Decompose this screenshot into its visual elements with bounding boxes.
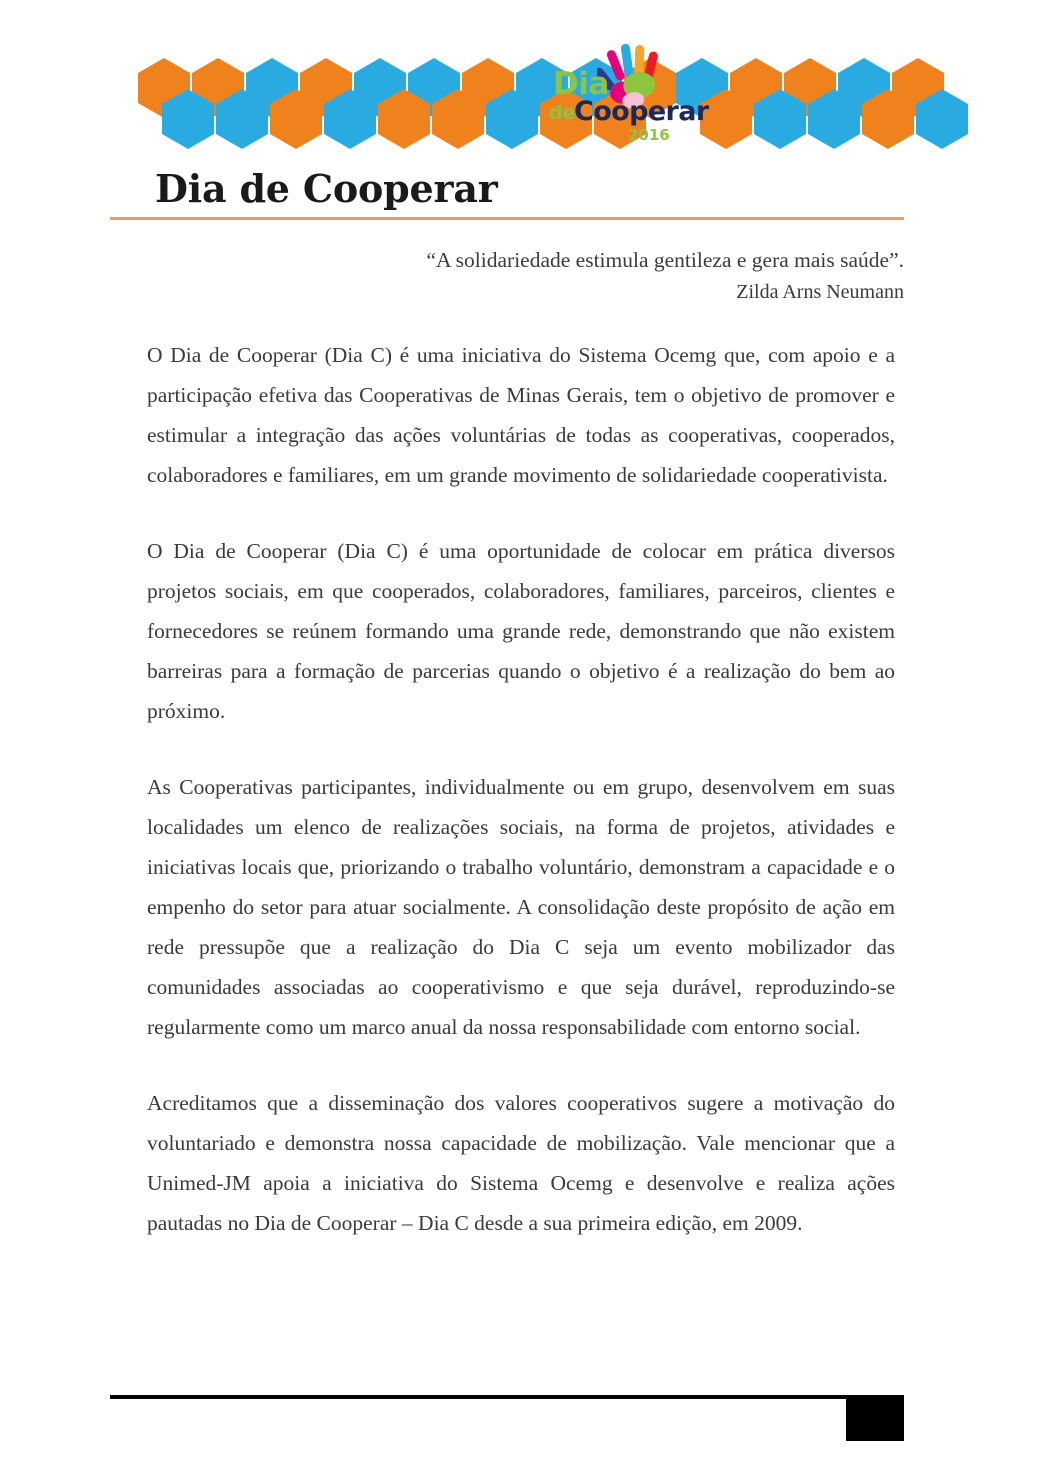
hexagon-tile bbox=[754, 89, 806, 149]
hexagon-tile bbox=[216, 89, 268, 149]
logo-text-de: de bbox=[549, 102, 576, 124]
header-banner bbox=[0, 0, 1040, 150]
title-divider bbox=[110, 217, 904, 220]
footer-black-block bbox=[846, 1397, 904, 1441]
body-paragraph: O Dia de Cooperar (Dia C) é uma oportunidade de colocar em prática diversos projetos sociais, em que cooperados, colaboradores, familiares, parceiros, clientes e fornecedores se reúnem formando uma grande rede, demonstrando que não existem barreiras para a formação de parcerias quando o objetivo é a realização do bem ao próximo. bbox=[147, 539, 895, 723]
hexagon-tile bbox=[808, 89, 860, 149]
hexagon-tile bbox=[916, 89, 968, 149]
document-body bbox=[147, 335, 895, 1243]
body-paragraph: O Dia de Cooperar (Dia C) é uma iniciativa do Sistema Ocemg que, com apoio e a participação efetiva das Cooperativas de Minas Gerais, tem o objetivo de promover e estimular a integração das ações voluntárias de todas as cooperativas, cooperados, colaboradores e familiares, em um grande movimento de solidariedade cooperativista. bbox=[147, 343, 895, 487]
hexagon-tile bbox=[378, 89, 430, 149]
body-paragraph: Acreditamos que a disseminação dos valores cooperativos sugere a motivação do voluntariado e demonstra nossa capacidade de mobilização. Vale mencionar que a Unimed-JM apoia a iniciativa do Sistema Ocemg e desenvolve e realiza ações pautadas no Dia de Cooperar – Dia C desde a sua primeira edição, em 2009. bbox=[147, 1091, 895, 1235]
dia-de-cooperar-logo bbox=[541, 40, 709, 148]
hexagon-tile bbox=[324, 89, 376, 149]
hexagon-tile bbox=[862, 89, 914, 149]
epigraph-quote: “A solidariedade estimula gentileza e gera mais saúde”. bbox=[426, 248, 904, 272]
epigraph-author: Zilda Arns Neumann bbox=[736, 281, 904, 303]
page-title: Dia de Cooperar bbox=[155, 166, 498, 211]
hexagon-tile bbox=[162, 89, 214, 149]
logo-text-cooperar: Cooperar bbox=[574, 96, 709, 127]
hexagon-row-right-bottom bbox=[700, 89, 970, 149]
hexagon-tile bbox=[432, 89, 484, 149]
hexagon-tile bbox=[270, 89, 322, 149]
footer-divider bbox=[110, 1395, 904, 1399]
logo-text-dia: Dia bbox=[553, 66, 609, 102]
hexagon-tile bbox=[486, 89, 538, 149]
logo-text-year: 2016 bbox=[628, 126, 670, 144]
body-paragraph: As Cooperativas participantes, individualmente ou em grupo, desenvolvem em suas localidades um elenco de realizações sociais, na forma de projetos, atividades e iniciativas locais que, priorizando o trabalho voluntário, demonstram a capacidade e o empenho do setor para atuar socialmente. A consolidação deste propósito de ação em rede pressupõe que a realização do Dia C seja um evento mobilizador das comunidades associadas ao cooperativismo e que seja durável, reproduzindo-se regularmente como um marco anual da nossa responsabilidade com entorno social. bbox=[147, 775, 895, 1039]
